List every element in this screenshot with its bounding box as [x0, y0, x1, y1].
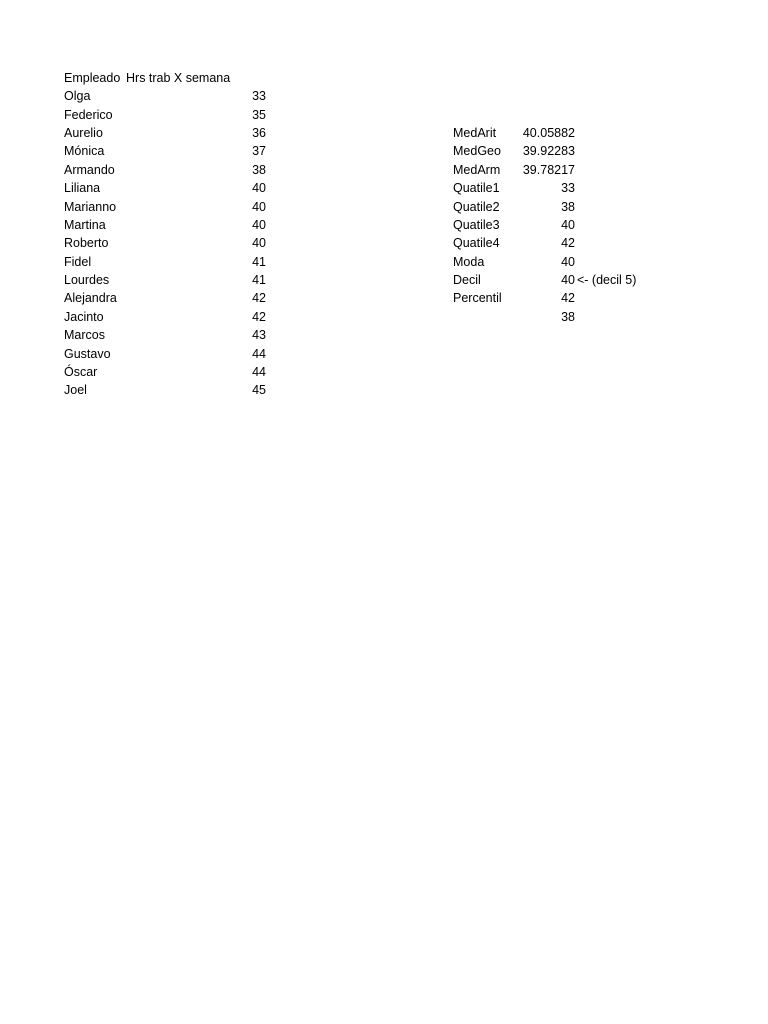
employee-name: Alejandra [64, 291, 117, 305]
employee-hours: 45 [252, 383, 266, 397]
employee-hours: 37 [252, 144, 266, 158]
employee-hours: 35 [252, 108, 266, 122]
stat-label: Quatile1 [453, 181, 500, 195]
stat-value: 42 [561, 291, 575, 305]
employee-hours: 40 [252, 181, 266, 195]
decil-note: <- (decil 5) [577, 273, 637, 287]
stat-label: Quatile2 [453, 200, 500, 214]
stat-label: Percentil [453, 291, 502, 305]
stat-label: Quatile4 [453, 236, 500, 250]
employee-hours: 41 [252, 255, 266, 269]
employee-name: Liliana [64, 181, 101, 195]
employee-name: Fidel [64, 255, 92, 269]
header-hours: Hrs trab X semana [126, 71, 231, 85]
employee-name: Lourdes [64, 273, 110, 287]
employee-hours: 41 [252, 273, 266, 287]
stat-value: 42 [561, 236, 575, 250]
employee-hours: 40 [252, 200, 266, 214]
stat-label: Moda [453, 255, 485, 269]
stat-label: Quatile3 [453, 218, 500, 232]
employee-name: Joel [64, 383, 87, 397]
employee-name: Olga [64, 89, 91, 103]
stat-value: 38 [561, 200, 575, 214]
employee-name: Martina [64, 218, 106, 232]
employee-name: Óscar [64, 365, 98, 379]
employee-hours: 36 [252, 126, 266, 140]
stat-value: 40 [561, 255, 575, 269]
employee-name: Armando [64, 163, 115, 177]
header-employee: Empleado [64, 71, 121, 85]
employee-hours: 42 [252, 291, 266, 305]
employee-name: Marianno [64, 200, 117, 214]
employee-name: Mónica [64, 144, 105, 158]
employee-name: Aurelio [64, 126, 103, 140]
employee-hours: 43 [252, 328, 266, 342]
employee-hours: 33 [252, 89, 266, 103]
stat-value: 33 [561, 181, 575, 195]
employee-hours: 42 [252, 310, 266, 324]
employee-hours: 44 [252, 347, 266, 361]
employee-hours: 38 [252, 163, 266, 177]
employee-name: Marcos [64, 328, 105, 342]
employee-name: Federico [64, 108, 113, 122]
employee-name: Roberto [64, 236, 109, 250]
stat-label: Decil [453, 273, 481, 287]
stat-value: 40 [561, 218, 575, 232]
employee-hours: 40 [252, 218, 266, 232]
stat-label: MedArm [453, 163, 501, 177]
employee-hours: 44 [252, 365, 266, 379]
stat-label: MedArit [453, 126, 497, 140]
stat-value: 40 [561, 273, 575, 287]
stat-value: 39.92283 [522, 144, 575, 158]
employee-name: Gustavo [64, 347, 111, 361]
employee-hours: 40 [252, 236, 266, 250]
stat-label: MedGeo [453, 144, 501, 158]
stat-value: 40.05882 [522, 126, 575, 140]
stat-value: 38 [561, 310, 575, 324]
stat-value: 39.78217 [522, 163, 575, 177]
employee-name: Jacinto [64, 310, 104, 324]
